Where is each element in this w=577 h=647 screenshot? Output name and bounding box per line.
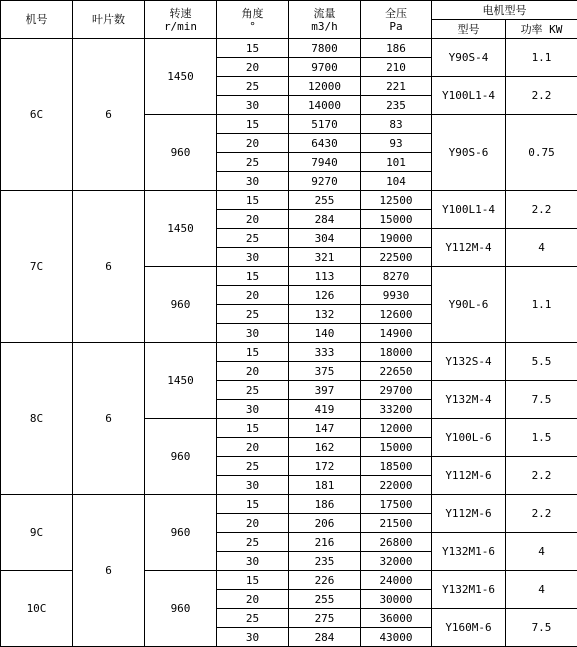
motor-power-cell: 1.1 <box>506 267 577 343</box>
angle-cell: 30 <box>217 248 289 267</box>
angle-cell: 25 <box>217 229 289 248</box>
pressure-cell: 18500 <box>361 457 432 476</box>
motor-power-cell: 0.75 <box>506 115 577 191</box>
angle-cell: 20 <box>217 134 289 153</box>
header-pressure-label: 全压 <box>385 6 407 20</box>
motor-power-cell: 4 <box>506 571 577 609</box>
speed-cell: 1450 <box>145 191 217 267</box>
speed-cell: 960 <box>145 419 217 495</box>
motor-model-cell: Y112M-6 <box>432 457 506 495</box>
pressure-cell: 186 <box>361 39 432 58</box>
motor-model-cell: Y160M-6 <box>432 609 506 647</box>
angle-cell: 30 <box>217 552 289 571</box>
model-cell: 7C <box>1 191 73 343</box>
speed-cell: 1450 <box>145 343 217 419</box>
motor-model-cell: Y90S-4 <box>432 39 506 77</box>
flow-cell: 375 <box>289 362 361 381</box>
pressure-cell: 36000 <box>361 609 432 628</box>
angle-cell: 20 <box>217 58 289 77</box>
motor-power-cell: 1.1 <box>506 39 577 77</box>
pressure-cell: 24000 <box>361 571 432 590</box>
angle-cell: 20 <box>217 210 289 229</box>
angle-cell: 15 <box>217 39 289 58</box>
header-angle-unit: ° <box>249 19 256 33</box>
flow-cell: 321 <box>289 248 361 267</box>
motor-model-cell: Y100L1-4 <box>432 191 506 229</box>
angle-cell: 25 <box>217 533 289 552</box>
motor-model-cell: Y132M-4 <box>432 381 506 419</box>
model-cell: 9C <box>1 495 73 571</box>
flow-cell: 12000 <box>289 77 361 96</box>
motor-model-cell: Y90L-6 <box>432 267 506 343</box>
pressure-cell: 43000 <box>361 628 432 647</box>
angle-cell: 20 <box>217 286 289 305</box>
motor-model-cell: Y132M1-6 <box>432 571 506 609</box>
blades-cell: 6 <box>73 191 145 343</box>
motor-power-cell: 5.5 <box>506 343 577 381</box>
motor-model-cell: Y112M-6 <box>432 495 506 533</box>
flow-cell: 140 <box>289 324 361 343</box>
header-blades: 叶片数 <box>73 1 145 39</box>
speed-cell: 960 <box>145 267 217 343</box>
blades-cell: 6 <box>73 39 145 191</box>
motor-power-cell: 7.5 <box>506 609 577 647</box>
angle-cell: 30 <box>217 628 289 647</box>
pressure-cell: 22500 <box>361 248 432 267</box>
motor-power-cell: 7.5 <box>506 381 577 419</box>
header-motor-model: 型号 <box>432 20 506 39</box>
pressure-cell: 22000 <box>361 476 432 495</box>
pressure-cell: 21500 <box>361 514 432 533</box>
pressure-cell: 12000 <box>361 419 432 438</box>
table-row <box>1 343 577 362</box>
flow-cell: 186 <box>289 495 361 514</box>
header-speed-unit: r/min <box>163 19 198 33</box>
pressure-cell: 19000 <box>361 229 432 248</box>
blades-cell: 6 <box>73 495 145 647</box>
angle-cell: 25 <box>217 457 289 476</box>
header-motor-power: 功率 KW <box>506 20 577 39</box>
angle-cell: 25 <box>217 77 289 96</box>
motor-model-cell: Y90S-6 <box>432 115 506 191</box>
motor-power-cell: 2.2 <box>506 77 577 115</box>
pressure-cell: 22650 <box>361 362 432 381</box>
angle-cell: 15 <box>217 571 289 590</box>
angle-cell: 15 <box>217 191 289 210</box>
flow-cell: 304 <box>289 229 361 248</box>
pressure-cell: 29700 <box>361 381 432 400</box>
angle-cell: 30 <box>217 400 289 419</box>
table-row <box>1 495 577 514</box>
pressure-cell: 210 <box>361 58 432 77</box>
angle-cell: 15 <box>217 343 289 362</box>
motor-power-cell: 4 <box>506 229 577 267</box>
flow-cell: 397 <box>289 381 361 400</box>
pressure-cell: 15000 <box>361 438 432 457</box>
angle-cell: 25 <box>217 381 289 400</box>
motor-power-cell: 2.2 <box>506 495 577 533</box>
angle-cell: 25 <box>217 153 289 172</box>
header-model: 机号 <box>1 1 73 39</box>
table-header <box>1 1 577 39</box>
flow-cell: 147 <box>289 419 361 438</box>
flow-cell: 132 <box>289 305 361 324</box>
pressure-cell: 26800 <box>361 533 432 552</box>
angle-cell: 20 <box>217 590 289 609</box>
angle-cell: 20 <box>217 362 289 381</box>
speed-cell: 960 <box>145 115 217 191</box>
pressure-cell: 12600 <box>361 305 432 324</box>
pressure-cell: 83 <box>361 115 432 134</box>
motor-model-cell: Y112M-4 <box>432 229 506 267</box>
angle-cell: 30 <box>217 324 289 343</box>
motor-power-cell: 2.2 <box>506 191 577 229</box>
motor-power-cell: 4 <box>506 533 577 571</box>
table-row <box>1 191 577 210</box>
pressure-cell: 8270 <box>361 267 432 286</box>
motor-model-cell: Y132M1-6 <box>432 533 506 571</box>
header-pressure <box>361 1 432 39</box>
flow-cell: 333 <box>289 343 361 362</box>
pressure-cell: 17500 <box>361 495 432 514</box>
speed-cell: 1450 <box>145 39 217 115</box>
header-speed-label: 转速 <box>169 6 192 20</box>
header-motor: 电机型号 <box>432 1 577 20</box>
angle-cell: 15 <box>217 495 289 514</box>
pressure-cell: 14900 <box>361 324 432 343</box>
model-cell: 6C <box>1 39 73 191</box>
flow-cell: 235 <box>289 552 361 571</box>
flow-cell: 255 <box>289 590 361 609</box>
header-angle-label: 角度 <box>241 6 264 20</box>
motor-model-cell: Y100L-6 <box>432 419 506 457</box>
blades-cell: 6 <box>73 343 145 495</box>
angle-cell: 30 <box>217 172 289 191</box>
motor-model-cell: Y132S-4 <box>432 343 506 381</box>
flow-cell: 255 <box>289 191 361 210</box>
pressure-cell: 15000 <box>361 210 432 229</box>
flow-cell: 226 <box>289 571 361 590</box>
flow-cell: 275 <box>289 609 361 628</box>
speed-cell: 960 <box>145 571 217 647</box>
flow-cell: 216 <box>289 533 361 552</box>
pressure-cell: 104 <box>361 172 432 191</box>
flow-cell: 172 <box>289 457 361 476</box>
angle-cell: 25 <box>217 609 289 628</box>
header-flow-unit: m3/h <box>311 19 338 33</box>
flow-cell: 14000 <box>289 96 361 115</box>
motor-power-cell: 1.5 <box>506 419 577 457</box>
table-body <box>1 39 577 647</box>
angle-cell: 20 <box>217 514 289 533</box>
flow-cell: 181 <box>289 476 361 495</box>
angle-cell: 25 <box>217 305 289 324</box>
pressure-cell: 235 <box>361 96 432 115</box>
pressure-cell: 93 <box>361 134 432 153</box>
header-flow-label: 流量 <box>313 6 336 20</box>
angle-cell: 15 <box>217 419 289 438</box>
flow-cell: 284 <box>289 628 361 647</box>
pressure-cell: 30000 <box>361 590 432 609</box>
table-row <box>1 39 577 58</box>
flow-cell: 126 <box>289 286 361 305</box>
header-flow <box>289 1 361 39</box>
pressure-cell: 12500 <box>361 191 432 210</box>
model-cell: 10C <box>1 571 73 647</box>
pressure-cell: 9930 <box>361 286 432 305</box>
motor-power-cell: 2.2 <box>506 457 577 495</box>
flow-cell: 419 <box>289 400 361 419</box>
header-speed <box>145 1 217 39</box>
flow-cell: 9270 <box>289 172 361 191</box>
flow-cell: 6430 <box>289 134 361 153</box>
pressure-cell: 101 <box>361 153 432 172</box>
flow-cell: 7800 <box>289 39 361 58</box>
flow-cell: 284 <box>289 210 361 229</box>
angle-cell: 30 <box>217 476 289 495</box>
angle-cell: 20 <box>217 438 289 457</box>
pressure-cell: 33200 <box>361 400 432 419</box>
flow-cell: 113 <box>289 267 361 286</box>
angle-cell: 30 <box>217 96 289 115</box>
flow-cell: 7940 <box>289 153 361 172</box>
angle-cell: 15 <box>217 115 289 134</box>
flow-cell: 5170 <box>289 115 361 134</box>
model-cell: 8C <box>1 343 73 495</box>
flow-cell: 162 <box>289 438 361 457</box>
header-angle <box>217 1 289 39</box>
speed-cell: 960 <box>145 495 217 571</box>
flow-cell: 206 <box>289 514 361 533</box>
pressure-cell: 32000 <box>361 552 432 571</box>
header-pressure-unit: Pa <box>389 19 403 33</box>
angle-cell: 15 <box>217 267 289 286</box>
pressure-cell: 18000 <box>361 343 432 362</box>
pressure-cell: 221 <box>361 77 432 96</box>
flow-cell: 9700 <box>289 58 361 77</box>
motor-model-cell: Y100L1-4 <box>432 77 506 115</box>
